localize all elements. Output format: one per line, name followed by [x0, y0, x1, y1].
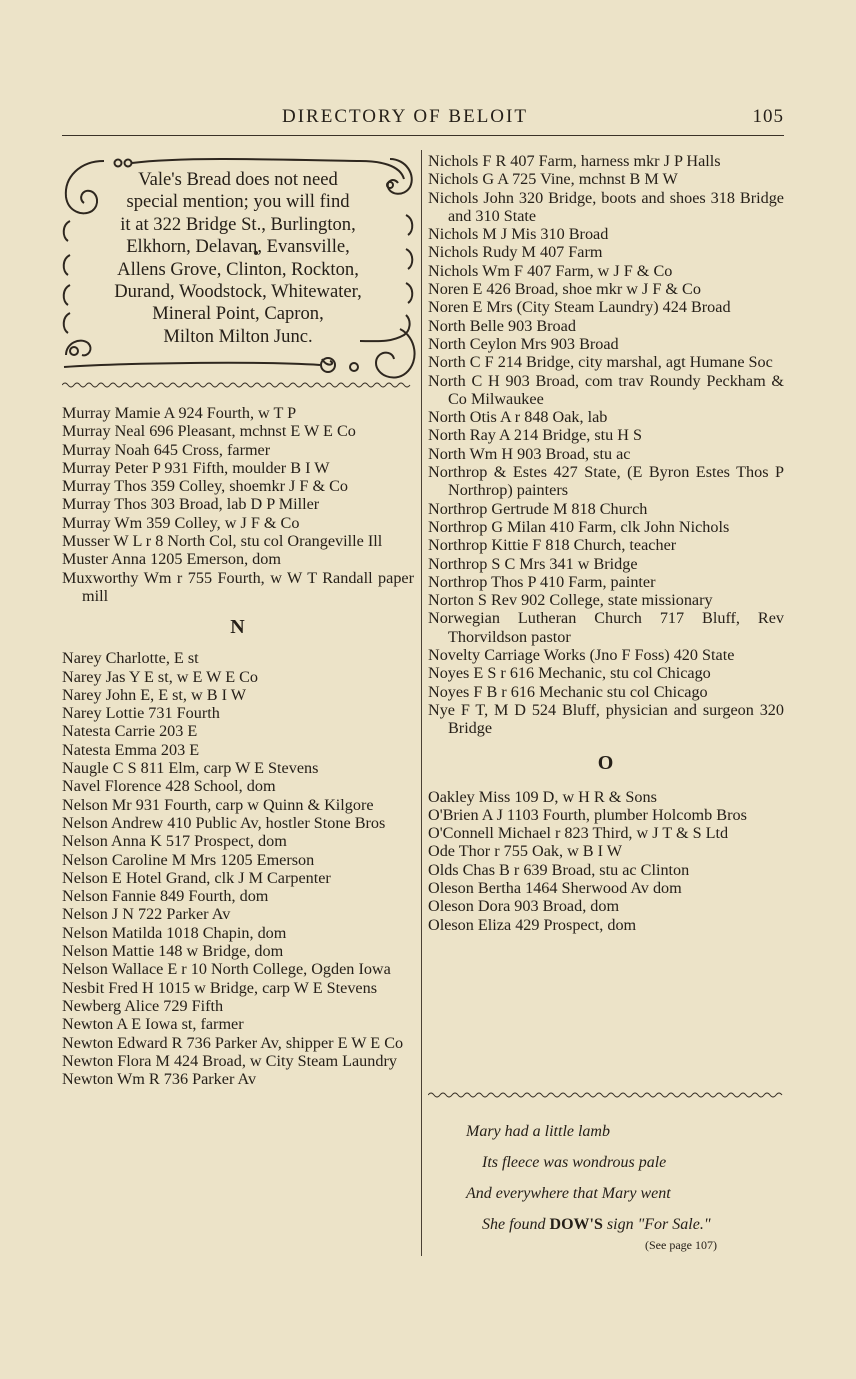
entries-m: [62, 404, 414, 605]
directory-entry: Nichols John 320 Bridge, boots and shoes 318 Bridge and 310 State: [428, 188, 784, 225]
bread-advertisement: [60, 155, 416, 385]
advertisement-text: [60, 169, 416, 348]
page-header: [62, 106, 784, 136]
directory-entry: Noyes F B r 616 Mechanic stu col Chicago: [428, 682, 708, 701]
directory-entry: Nelson Andrew 410 Public Av, hostler Stone Bros: [62, 813, 386, 832]
poem-text: sign "For Sale.": [606, 1216, 711, 1233]
directory-entry: Ode Thor r 755 Oak, w B I W: [428, 842, 623, 861]
directory-entry: Nelson Wallace E r 10 North College, Ogden Iowa: [62, 960, 391, 979]
running-title: DIRECTORY OF BELOIT: [282, 106, 528, 127]
directory-entry: Muster Anna 1205 Emerson, dom: [62, 550, 281, 569]
page-number: 105: [752, 106, 784, 127]
directory-entry: Nelson Anna K 517 Prospect, dom: [62, 832, 287, 851]
ad-line: it at 322 Bridge St., Burlington,: [120, 213, 356, 235]
section-heading-o: O: [597, 751, 615, 774]
directory-entry: Nichols F R 407 Farm, harness mkr J P Halls: [428, 152, 721, 170]
poem-line: And everywhere that Mary went: [466, 1185, 671, 1202]
ad-line: Elkhorn, Delavan, Evansville,: [126, 236, 350, 258]
dow-brand: DOW'S: [549, 1216, 603, 1233]
wavy-divider: [428, 1090, 784, 1100]
directory-entry: Newton Wm R 736 Parker Av: [62, 1070, 257, 1089]
ad-line: Milton Milton Junc.: [163, 325, 313, 347]
directory-entry: Natesta Carrie 203 E: [62, 722, 198, 741]
directory-entry: Novelty Carriage Works (Jno F Foss) 420 State: [428, 646, 735, 665]
directory-entry: Oleson Bertha 1464 Sherwood Av dom: [428, 878, 682, 897]
directory-entry: North C H 903 Broad, com trav Roundy Peckham & Co Milwaukee: [428, 371, 784, 408]
directory-entry: North Ceylon Mrs 903 Broad: [428, 334, 619, 353]
section-heading-n: N: [230, 616, 246, 639]
entries-n: [428, 152, 784, 738]
directory-entry: Noyes E S r 616 Mechanic, stu col Chicago: [428, 664, 711, 683]
dow-poem-advertisement: [430, 1116, 784, 1240]
right-column: [428, 152, 784, 934]
directory-entry: Noren E Mrs (City Steam Laundry) 424 Broad: [428, 298, 731, 317]
directory-entry: Nelson Mattie 148 w Bridge, dom: [62, 942, 284, 961]
wavy-divider: [62, 380, 414, 390]
directory-entry: Nichols Wm F 407 Farm, w J F & Co: [428, 261, 673, 280]
ad-line: Allens Grove, Clinton, Rockton,: [117, 258, 359, 280]
directory-entry: North Wm H 903 Broad, stu ac: [428, 444, 631, 463]
directory-entry: Nelson E Hotel Grand, clk J M Carpenter: [62, 868, 331, 887]
directory-entry: Northrop Gertrude M 818 Church: [428, 499, 648, 518]
entries-o: [428, 788, 784, 934]
directory-entry: Murray Thos 359 Colley, shoemkr J F & Co: [62, 477, 348, 496]
directory-entry: North C F 214 Bridge, city marshal, agt Humane Soc: [428, 353, 773, 372]
directory-entry: Norton S Rev 902 College, state missionary: [428, 591, 713, 610]
directory-entry: Noren E 426 Broad, shoe mkr w J F & Co: [428, 280, 701, 299]
directory-entry: Nichols G A 725 Vine, mchnst B M W: [428, 170, 678, 189]
directory-entry: Northrop Thos P 410 Farm, painter: [428, 572, 656, 591]
directory-entry: North Otis A r 848 Oak, lab: [428, 408, 608, 427]
directory-entry: Narey Charlotte, E st: [62, 649, 199, 668]
directory-entry: Oleson Dora 903 Broad, dom: [428, 897, 620, 916]
poem-line: Its fleece was wondrous pale: [482, 1154, 667, 1171]
directory-entry: Nelson Mr 931 Fourth, carp w Quinn & Kilgore: [62, 795, 374, 814]
directory-entry: North Belle 903 Broad: [428, 316, 576, 335]
directory-entry: Nichols M J Mis 310 Broad: [428, 225, 609, 244]
directory-entry: Murray Noah 645 Cross, farmer: [62, 440, 271, 459]
entries-n: [62, 649, 414, 1088]
directory-entry: O'Brien A J 1103 Fourth, plumber Holcomb Bros: [428, 805, 747, 824]
directory-entry: Newberg Alice 729 Fifth: [62, 996, 224, 1015]
directory-entry: Northrop & Estes 427 State, (E Byron Estes Thos P Northrop) painters: [428, 463, 784, 500]
directory-entry: North Ray A 214 Bridge, stu H S: [428, 426, 643, 445]
poem-line: Mary had a little lamb: [466, 1123, 610, 1140]
directory-entry: Newton Flora M 424 Broad, w City Steam Laundry: [62, 1051, 397, 1070]
ad-line: Vale's Bread does not need: [138, 169, 338, 190]
directory-entry: Newton Edward R 736 Parker Av, shipper E W E Co: [62, 1033, 404, 1052]
directory-entry: Oleson Eliza 429 Prospect, dom: [428, 915, 637, 934]
directory-entry: Northrop S C Mrs 341 w Bridge: [428, 554, 638, 573]
ad-line: Mineral Point, Capron,: [152, 303, 324, 325]
directory-entry: Nelson Matilda 1018 Chapin, dom: [62, 923, 287, 942]
directory-entry: Murray Mamie A 924 Fourth, w T P: [62, 404, 297, 422]
directory-entry: Narey John E, E st, w B I W: [62, 685, 247, 704]
directory-entry: Murray Thos 303 Broad, lab D P Miller: [62, 495, 320, 514]
directory-entry: O'Connell Michael r 823 Third, w J T & S Ltd: [428, 824, 729, 843]
directory-entry: Natesta Emma 203 E: [62, 740, 200, 759]
directory-entry: Muxworthy Wm r 755 Fourth, w W T Randall paper mill: [62, 568, 414, 605]
directory-entry: Olds Chas B r 639 Broad, stu ac Clinton: [428, 860, 690, 879]
ad-line: Durand, Woodstock, Whitewater,: [114, 281, 362, 303]
directory-entry: Norwegian Lutheran Church 717 Bluff, Rev Thorvildson pastor: [428, 609, 784, 646]
directory-entry: Newton A E Iowa st, farmer: [62, 1015, 244, 1034]
poem-text: She found: [482, 1216, 546, 1233]
directory-entry: Nelson Fannie 849 Fourth, dom: [62, 887, 269, 906]
directory-entry: Northrop G Milan 410 Farm, clk John Nichols: [428, 517, 730, 536]
directory-entry: Naugle C S 811 Elm, carp W E Stevens: [62, 759, 319, 778]
left-column: [62, 404, 414, 1088]
see-page-note: (See page 107): [645, 1238, 717, 1252]
directory-entry: Narey Jas Y E st, w E W E Co: [62, 667, 259, 686]
directory-entry: Narey Lottie 731 Fourth: [62, 704, 220, 723]
directory-entry: Northrop Kittie F 818 Church, teacher: [428, 536, 677, 555]
directory-entry: Murray Neal 696 Pleasant, mchnst E W E Co: [62, 422, 356, 441]
directory-entry: Oakley Miss 109 D, w H R & Sons: [428, 787, 657, 806]
directory-entry: Nye F T, M D 524 Bluff, physician and surgeon 320 Bridge: [428, 700, 784, 738]
directory-entry: Nelson Caroline M Mrs 1205 Emerson: [62, 850, 315, 869]
directory-entry: Murray Wm 359 Colley, w J F & Co: [62, 513, 300, 532]
header-rule: [62, 135, 784, 136]
poem-line: [430, 1209, 784, 1240]
directory-entry: Musser W L r 8 North Col, stu col Orangeville Ill: [62, 532, 383, 551]
ad-line: special mention; you will find: [126, 191, 350, 213]
directory-entry: Nelson J N 722 Parker Av: [62, 905, 231, 924]
directory-entry: Nesbit Fred H 1015 w Bridge, carp W E Stevens: [62, 978, 378, 997]
column-divider: [421, 150, 422, 1256]
directory-entry: Murray Peter P 931 Fifth, moulder B I W: [62, 458, 330, 477]
directory-entry: Nichols Rudy M 407 Farm: [428, 243, 603, 262]
directory-entry: Navel Florence 428 School, dom: [62, 777, 276, 796]
